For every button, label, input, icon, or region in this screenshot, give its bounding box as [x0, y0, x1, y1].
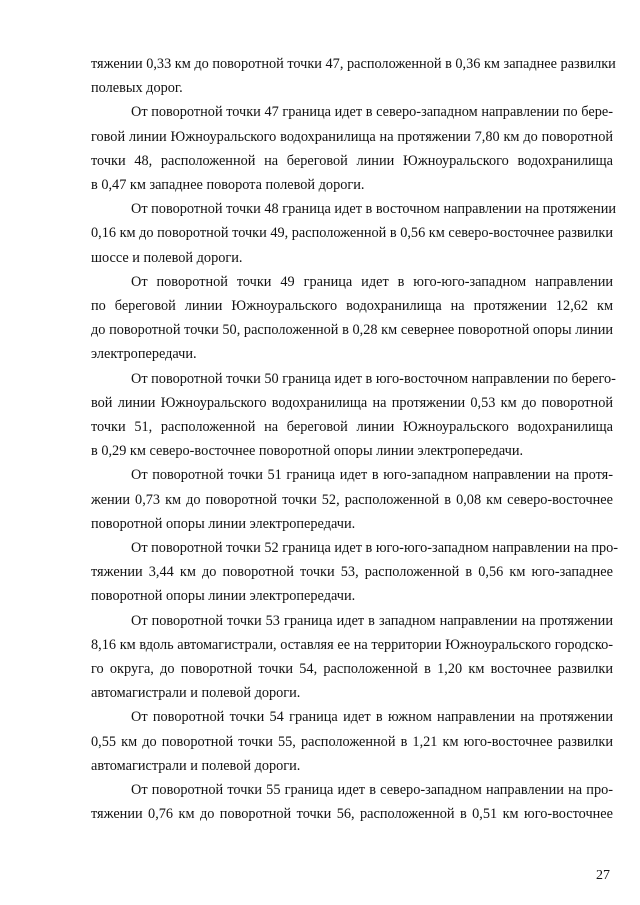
text-line: От поворотной точки 55 граница идет в северо-западном направлении на про- [131, 782, 613, 799]
paragraph [91, 609, 613, 706]
text-line: От поворотной точки 49 граница идет в юго-юго-западном направлении [131, 273, 613, 290]
text-line: поворотной опоры линии электропередачи. [91, 588, 356, 605]
text-line: тяжении 0,33 км до поворотной точки 47, расположенной в 0,36 км западнее развилки [91, 56, 616, 72]
text-line: От поворотной точки 48 граница идет в восточном направлении на протяжении [131, 201, 617, 218]
text-line: автомагистрали и полевой дороги. [91, 757, 301, 774]
text-line: го округа, до поворотной точки 54, расположенной в 1,20 км восточнее развилки [91, 661, 613, 678]
text-line: От поворотной точки 52 граница идет в юго-юго-западном направлении на про- [131, 540, 619, 557]
text-line: От поворотной точки 47 граница идет в северо-западном направлении по бере- [131, 104, 613, 121]
text-line: автомагистрали и полевой дороги. [91, 685, 301, 702]
text-line: точки 48, расположенной на береговой линии Южноуральского водохранилища [91, 152, 613, 169]
text-line: От поворотной точки 51 граница идет в юго-западном направлении на протя- [131, 467, 613, 484]
paragraph [91, 100, 613, 197]
paragraph [91, 270, 613, 367]
paragraph [91, 52, 616, 100]
text-line: жении 0,73 км до поворотной точки 52, расположенной в 0,08 км северо-восточнее [91, 491, 613, 508]
paragraph [91, 197, 617, 270]
paragraph [91, 367, 616, 464]
paragraph [91, 705, 613, 778]
paragraph [91, 463, 613, 536]
body-text [91, 52, 619, 827]
text-line: От поворотной точки 54 граница идет в южном направлении на протяжении [131, 709, 613, 726]
text-line: 0,16 км до поворотной точки 49, расположенной в 0,56 км северо-восточнее развилки [91, 225, 614, 242]
text-line: От поворотной точки 50 граница идет в юго-восточном направлении по берего- [131, 370, 616, 387]
text-line: поворотной опоры линии электропередачи. [91, 515, 356, 532]
text-line: точки 51, расположенной на береговой линии Южноуральского водохранилища [91, 419, 613, 436]
text-line: в 0,47 км западнее поворота полевой дороги. [91, 177, 365, 194]
page-number: 27 [596, 868, 610, 883]
text-line: тяжении 3,44 км до поворотной точки 53, расположенной в 0,56 км юго-западнее [91, 564, 613, 581]
text-line: в 0,29 км северо-восточнее поворотной опоры линии электропередачи. [91, 443, 524, 460]
text-line: 8,16 км вдоль автомагистрали, оставляя ее на территории Южноуральского городско- [91, 636, 613, 653]
text-line: до поворотной точки 50, расположенной в 0,28 км севернее поворотной опоры линии [91, 322, 613, 339]
text-line: по береговой линии Южноуральского водохранилища на протяжении 12,62 км [91, 298, 613, 315]
text-line: вой линии Южноуральского водохранилища на протяжении 0,53 км до поворотной [91, 394, 613, 411]
text-line: электропередачи. [91, 346, 197, 363]
text-line: полевых дорог. [91, 80, 183, 97]
text-line: говой линии Южноуральского водохранилища на протяжении 7,80 км до поворотной [91, 128, 613, 145]
text-line: От поворотной точки 53 граница идет в западном направлении на протяжении [131, 612, 613, 629]
paragraph [91, 778, 613, 826]
text-line: шоссе и полевой дороги. [91, 249, 243, 266]
text-line: тяжении 0,76 км до поворотной точки 56, расположенной в 0,51 км юго-восточнее [91, 806, 613, 823]
text-line: 0,55 км до поворотной точки 55, расположенной в 1,21 км юго-восточнее развилки [91, 733, 613, 750]
paragraph [91, 536, 619, 609]
